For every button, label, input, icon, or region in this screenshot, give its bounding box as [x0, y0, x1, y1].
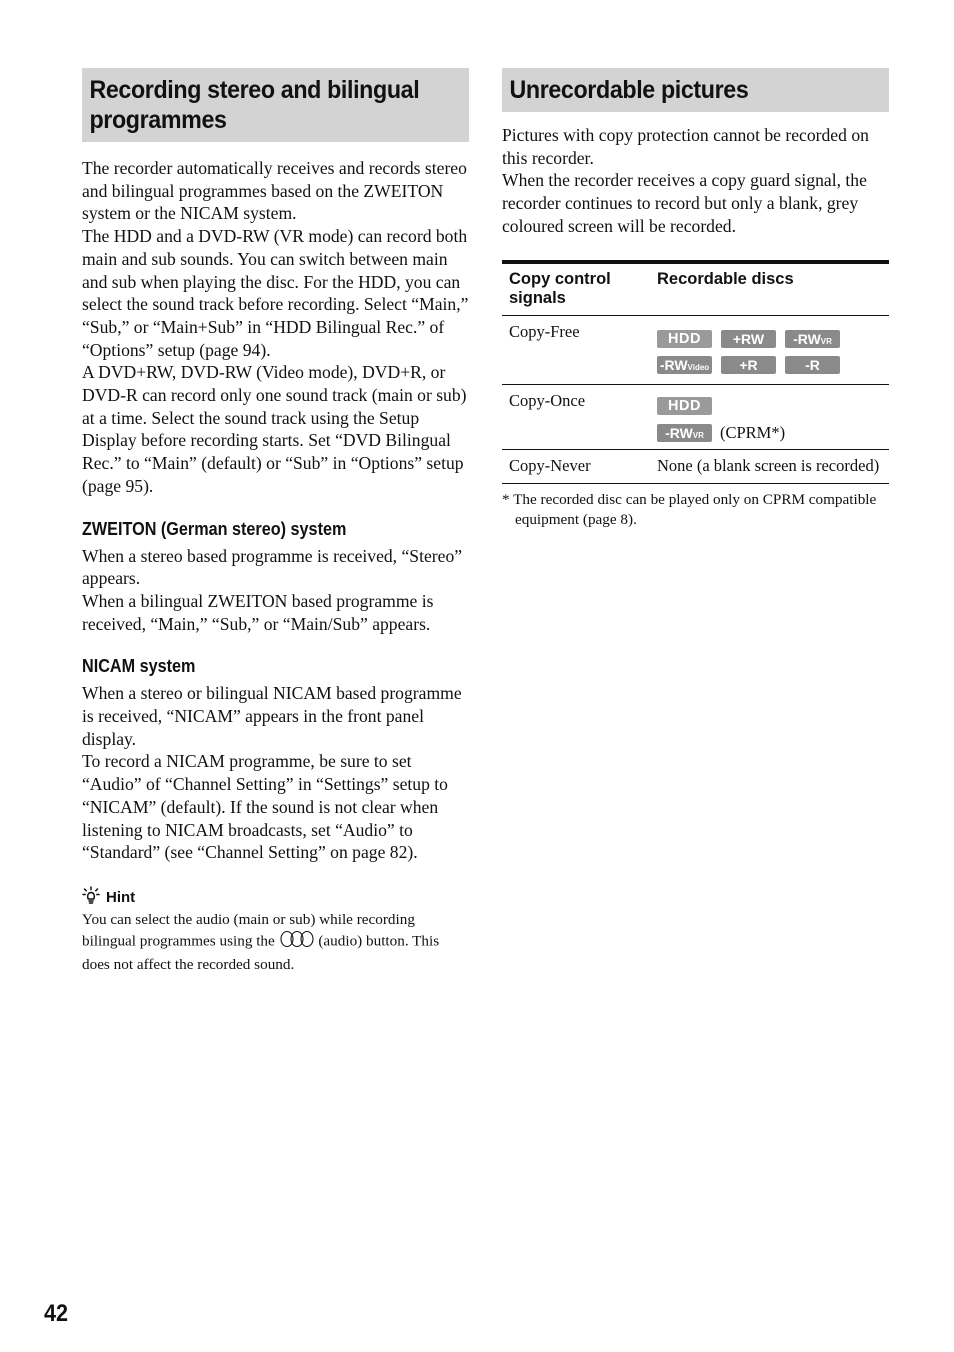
signal-cell: Copy-Never — [502, 449, 650, 483]
section-title-unrecordable: Unrecordable pictures — [502, 68, 862, 112]
hint-text: You can select the audio (main or sub) while recording bilingual programmes using the (audio) button. This does not affect the recorded sound. — [82, 910, 440, 973]
paragraph: A DVD+RW, DVD-RW (Video mode), DVD+R, or DVD-R can record only one sound track (main or sub) at a time. Select the sound track using the Setup Display before recording starts. Set “DVD Bilingual Rec.” to “Main” (default) or “Sub” in “Options” setup (page 95). — [82, 362, 467, 496]
paragraph: When the recorder receives a copy guard signal, the recorder continues to record but only a blank, grey coloured screen will be recorded. — [502, 170, 867, 236]
hdd-badge: HDD — [657, 330, 712, 348]
paragraph: When a bilingual ZWEITON based programme is received, “Main,” “Sub,” or “Main/Sub” appears. — [82, 590, 434, 634]
signal-cell: Copy-Once — [502, 384, 650, 449]
table-row — [502, 384, 889, 449]
paragraph: To record a NICAM programme, be sure to set “Audio” of “Channel Setting” in “Settings” setup to “NICAM” (default). If the sound is not clear when listening to NICAM broadcasts, set “Audio” to “Standard” (see “Channel Setting” on page 82). — [82, 751, 448, 863]
page-number: 42 — [44, 1300, 69, 1327]
table-row — [502, 315, 889, 384]
paragraph: The recorder automatically receives and records stereo and bilingual programmes based on the ZWEITON system or the NICAM system. — [82, 158, 467, 224]
audio-button-icon — [279, 930, 315, 955]
column-header: Copy control signals — [502, 262, 650, 316]
copy-control-table — [502, 260, 889, 484]
hdd-badge: HDD — [657, 397, 712, 415]
plus-r-badge: +R — [721, 356, 776, 374]
section-title-recording-stereo: Recording stereo and bilingual programmes — [82, 68, 442, 142]
minus-rw-video-badge: -RWVideo — [657, 356, 712, 374]
subsection-title-nicam: NICAM system — [82, 656, 196, 677]
discs-cell — [650, 315, 889, 384]
minus-r-badge: -R — [785, 356, 840, 374]
paragraph: Pictures with copy protection cannot be recorded on this recorder. — [502, 125, 869, 168]
paragraph: When a stereo or bilingual NICAM based programme is received, “NICAM” appears in the front panel display. — [82, 683, 462, 749]
hint-title — [82, 886, 469, 910]
column-header: Recordable discs — [650, 262, 889, 316]
subsection-title-zweiton: ZWEITON (German stereo) system — [82, 518, 347, 539]
minus-rw-vr-badge: -RWVR — [785, 330, 840, 348]
section-heading-bar — [502, 68, 889, 112]
left-column — [82, 68, 469, 975]
table-header-row — [502, 262, 889, 316]
paragraph: The HDD and a DVD-RW (VR mode) can record both main and sub sounds. You can switch between main and sub when playing the disc. For the HDD, you can select the sound track before recording. Select “Main,” “Sub,” or “Main+Sub” in “HDD Bilingual Rec.” of “Options” setup (page 94). — [82, 226, 469, 360]
cprm-note: (CPRM*) — [720, 422, 786, 442]
discs-cell — [650, 384, 889, 449]
disc-badge-group — [657, 330, 883, 374]
hint-label: Hint — [106, 888, 136, 906]
discs-cell: None (a blank screen is recorded) — [650, 449, 889, 483]
section-heading-bar — [82, 68, 469, 142]
plus-rw-badge: +RW — [721, 330, 776, 348]
paragraph: When a stereo based programme is received, “Stereo” appears. — [82, 545, 463, 589]
signal-cell: Copy-Free — [502, 315, 650, 384]
table-row — [502, 449, 889, 483]
right-column — [502, 68, 889, 531]
minus-rw-vr-badge: -RWVR — [657, 424, 712, 442]
footnote: * The recorded disc can be played only on CPRM compatible equipment (page 8). — [502, 490, 877, 529]
lightbulb-icon — [82, 886, 100, 910]
